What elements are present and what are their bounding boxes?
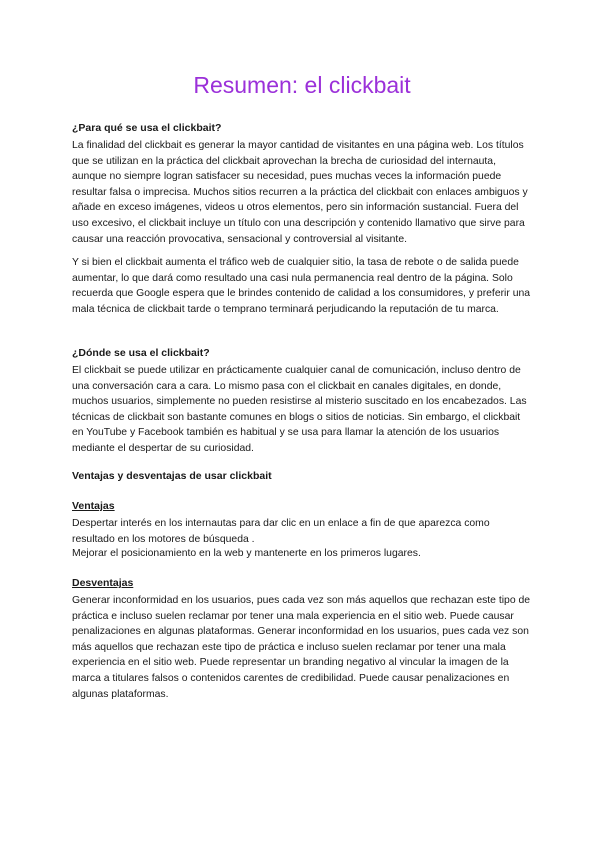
paragraph-para-que-2: Y si bien el clickbait aumenta el tráfico web de cualquier sitio, la tasa de rebote o de salida puede aumentar, lo que dará como resultado una casi nula permanencia real dentro de la página. Solo recuerda que Google espera que le brindes contenido de calidad a los consumidores, y preferir una mala técnica de clickbait tarde o temprano terminará perjudicando la reputación de tu marca. [72, 257, 531, 315]
sub-heading-desventajas: Desventajas [72, 577, 134, 589]
section-heading-ventajas-desventajas: Ventajas y desventajas de usar clickbait [72, 470, 272, 482]
paragraph-donde: El clickbait se puede utilizar en prácticamente cualquier canal de comunicación, incluso dentro de una conversación cara a cara. Lo mismo pasa con el clickbait en canales digitales, en donde, muchos usuarios, simplemente no pueden resistirse al misterio suscitado en los encabezados. Las técnicas de clickbait son bastante comunes en blogs o sitios de noticias. Sin embargo, el clickbait en YouTube y Facebook también es habitual y se usa para llamar la atención de los usuarios mediante el despertar de su curiosidad. [72, 365, 527, 454]
section-heading-donde: ¿Dónde se usa el clickbait? [72, 347, 210, 359]
paragraph-desventajas: Generar inconformidad en los usuarios, pues cada vez son más aquellos que rechazan este tipo de práctica e incluso suelen reclamar por tener una mala experiencia en el sitio web. Puede causar penalizaciones en algunas plataformas. Generar inconformidad en los usuarios, pues cada vez son más aquellos que rechazan este tipo de práctica e incluso suelen reclamar por tener una mala experiencia en el sitio web. Puede representar un branding negativo al vincular la imagen de la marca a titulares falsos o contenidos carentes de credibilidad. Puede causar penalizaciones en algunas plataformas. [72, 595, 531, 700]
section-heading-para-que: ¿Para qué se usa el clickbait? [72, 122, 222, 134]
paragraph-ventajas-1: Despertar interés en los internautas para dar clic en un enlace a fin de que aparezca como resultado en los motores de búsqueda . [72, 518, 490, 545]
paragraph-para-que-1: La finalidad del clickbait es generar la mayor cantidad de visitantes en una página web. Los títulos que se utilizan en la práctica del clickbait aprovechan la brecha de curiosidad del internauta, aunque no siempre logran satisfacer su necesidad, pues muchas veces la información puede resultar falsa o imprecisa. Muchos sitios recurren a la práctica del clickbait con enlaces ambiguos y añade en exceso imágenes, videos u otros elementos, pero sin información sustancial. Fuera del uso excesivo, el clickbait incluye un título con una descripción y contenido llamativo que sirve para causar una reacción provocativa, sensacional y controversial al visitante. [72, 140, 528, 245]
page-title: Resumen: el clickbait [193, 72, 411, 98]
paragraph-ventajas-2: Mejorar el posicionamiento en la web y mantenerte en los primeros lugares. [72, 548, 421, 559]
sub-heading-ventajas: Ventajas [72, 500, 115, 512]
